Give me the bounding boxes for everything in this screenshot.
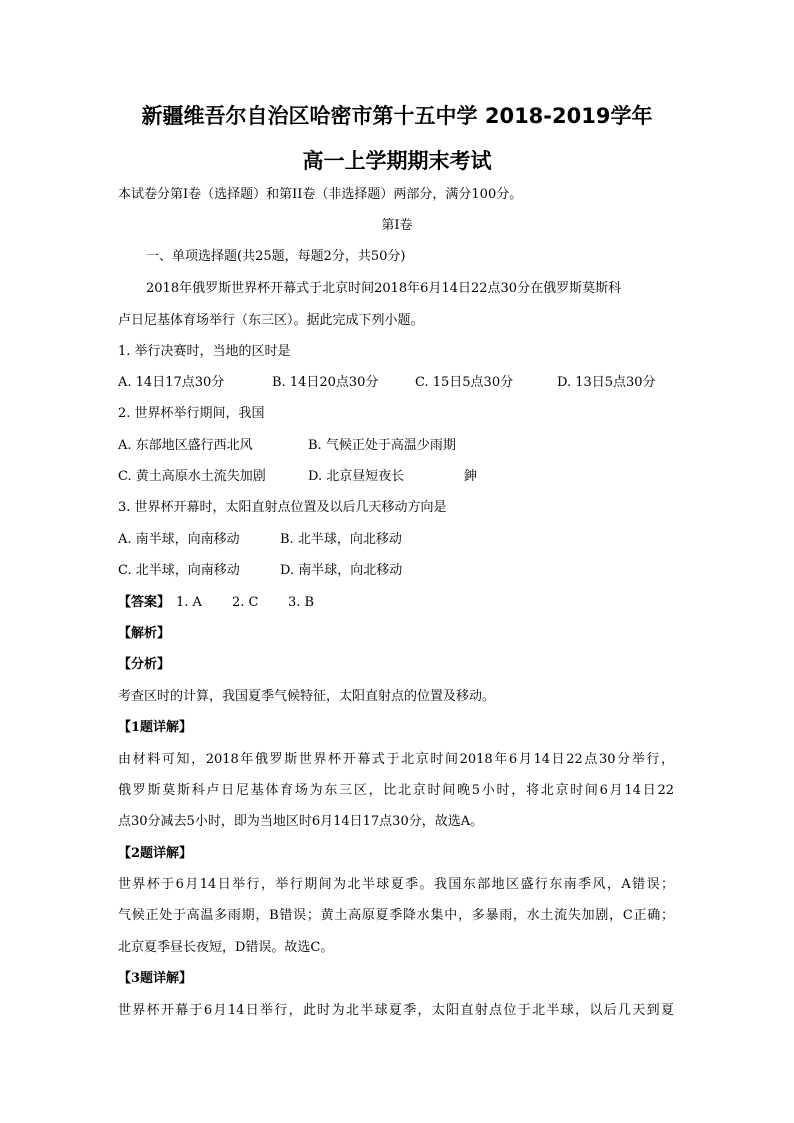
q1-option-c: C. 15日5点30分 (415, 375, 514, 390)
q1-option-d: D. 13日5点30分 (557, 375, 656, 390)
q3-option-d: D. 南半球，向北移动 (280, 563, 403, 578)
fenxi-text: 考查区时的计算，我国夏季气候特征，太阳直射点的位置及移动。 (118, 689, 496, 704)
detail-3-label: 【3题详解】 (118, 971, 193, 986)
detail-1-line-2: 俄罗斯莫斯科卢日尼基体育场为东三区，比北京时间晚5小时，将北京时间6月14日22 (118, 783, 674, 798)
q2-option-c: C. 黄土高原水土流失加剧 (118, 469, 266, 484)
detail-1-label: 【1题详解】 (118, 720, 193, 735)
q1-option-b: B. 14日20点30分 (272, 375, 379, 390)
title-line-2: 高一上学期期末考试 (302, 149, 492, 173)
intro-text: 本试卷分第I卷（选择题）和第II卷（非选择题）两部分，满分100分。 (118, 187, 523, 202)
q2-option-a: A. 东部地区盛行西北风 (118, 438, 253, 453)
answer-item-3: 3. B (288, 595, 315, 610)
answer-label: 【答案】 (118, 595, 171, 610)
answer-item-1: 1. A (176, 595, 202, 610)
question-3-stem: 3. 世界杯开幕时，太阳直射点位置及以后几天移动方向是 (118, 500, 447, 515)
q1-option-a: A. 14日17点30分 (118, 375, 225, 390)
fenxi-label: 【分析】 (118, 657, 171, 672)
material-line-1: 2018年俄罗斯世界杯开幕式于北京时间2018年6月14日22点30分在俄罗斯莫斯科 (146, 281, 622, 296)
detail-3-line-1: 世界杯开幕于6月14日举行，此时为北半球夏季，太阳直射点位于北半球，以后几天到夏 (118, 1003, 674, 1018)
q3-option-c: C. 北半球，向南移动 (118, 563, 240, 578)
stray-mark: 鉮 (464, 469, 478, 484)
question-1-stem: 1. 举行决赛时，当地的区时是 (118, 344, 291, 359)
q3-option-a: A. 南半球，向南移动 (118, 532, 240, 547)
detail-2-line-3: 北京夏季昼长夜短，D错误。故选C。 (118, 940, 334, 955)
volume-label: 第I卷 (381, 218, 413, 233)
material-line-2: 卢日尼基体育场举行（东三区）。据此完成下列小题。 (118, 313, 424, 328)
question-2-stem: 2. 世界杯举行期间，我国 (118, 406, 265, 421)
analysis-label: 【解析】 (118, 626, 171, 641)
title-line-1: 新疆维吾尔自治区哈密市第十五中学 2018-2019学年 (141, 104, 653, 128)
section-label: 一、单项选择题(共25题，每题2分，共50分) (146, 249, 406, 264)
detail-2-line-1: 世界杯于6月14日举行，举行期间为北半球夏季。我国东部地区盛行东南季风，A错误； (118, 877, 674, 892)
q2-option-d: D. 北京昼短夜长 (308, 469, 405, 484)
detail-2-label: 【2题详解】 (118, 846, 193, 861)
q2-option-b: B. 气候正处于高温少雨期 (308, 438, 456, 453)
answer-item-2: 2. C (232, 595, 259, 610)
detail-2-line-2: 气候正处于高温多雨期，B错误；黄土高原夏季降水集中，多暴雨，水土流失加剧，C正确； (118, 908, 674, 923)
q3-option-b: B. 北半球，向北移动 (280, 532, 402, 547)
detail-1-line-3: 点30分减去5小时，即为当地区时6月14日17点30分，故选A。 (118, 814, 484, 829)
detail-1-line-1: 由材料可知，2018年俄罗斯世界杯开幕式于北京时间2018年6月14日22点30分举行， (118, 752, 674, 767)
